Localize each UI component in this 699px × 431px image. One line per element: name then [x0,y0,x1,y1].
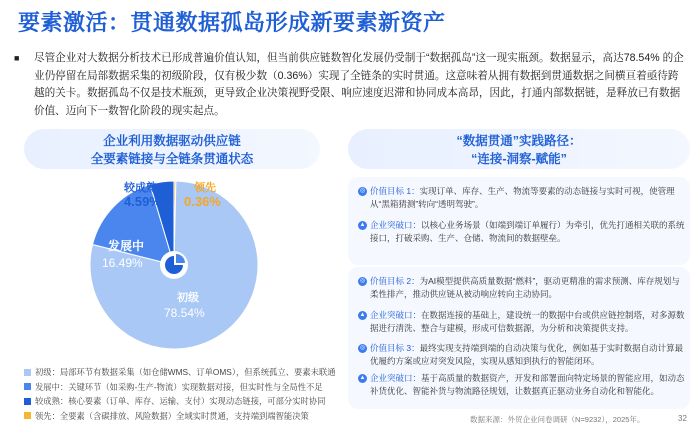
right-header-line2: “连接-洞察-赋能” [471,152,567,166]
breakthrough-row [358,309,686,335]
chart-container [14,169,332,349]
left-header-line2: 全要素链接与全链条贯通状态 [90,152,254,166]
path-card-3 [348,337,690,409]
goal-label: 价值目标 1： [370,186,420,196]
breakthrough-body [370,372,686,398]
legend-text: 较成熟：核心要素（订单、库存、运输、支付）实现动态链接，可部分实时协同 [35,396,326,406]
breakthrough-text: 在数据连接的基础上，建设统一的数据中台或供应链控制塔，对多源数据进行清洗、整合与建模，形成可信数据源，为分析和决策提供支持。 [370,310,685,333]
goal-label: 价值目标 2： [370,276,420,286]
legend-text: 初级：局部环节有数据采集（如仓储WMS、订单OMS），但系统孤立、要素未联通 [35,367,336,377]
breakthrough-label: 企业突破口： [370,373,422,383]
intro-paragraph [14,50,686,120]
left-header-line1: 企业利用数据驱动供应链 [103,134,241,148]
legend-item-mature [24,394,334,409]
right-panel [348,129,690,419]
goal-text: 最终实现支持端到端的自动决策与优化，例如基于实时数据自动计算最优履约方案或应对突发风险，实现从感知到执行的智能闭环。 [370,343,684,366]
target-icon: ◎ [359,188,366,194]
legend-swatch [24,412,31,419]
right-header-line1: “数据贯通”实践路径： [456,134,582,148]
label-developing-value: 16.49% [102,256,143,270]
intro-text: 尽管企业对大数据分析技术已形成普遍价值认知，但当前供应链数智化发展仍受制于“数据孤岛”这一现实瓶颈。数据显示，高达78.54% 的企业仍停留在局部数据采集的初级阶段，仅有极少数（0.36%）实现了全链条的实时贯通。这意味着从拥有数据到贯通数据之间横亘着亟待跨越的关卡。数据孤岛不仅是技术瓶颈，更导致企业决策视野受限、响应速度迟滞和协同成本高昂，因此，打通内部数据链，是释放已有数据价值、迈向下一数智化阶段的现实起点。 [34,52,684,117]
legend-item-initial [24,365,334,380]
goal-text: 实现订单、库存、生产、物流等要素的动态链接与实时可视，使管理从“黑箱猜测”转向“透明驾驶”。 [370,186,675,209]
goal-text: 为AI模型提供高质量数据“燃料”，驱动更精准的需求预测、库存规划与柔性排产，推动供应链从被动响应转向主动协同。 [370,276,680,299]
label-mature-name: 较成熟 [124,182,157,194]
data-source-note: 数据来源：外贸企业问卷调研（N=9232），2025年。 [470,415,645,424]
square-bullet-icon: ■ [14,53,20,63]
target-icon: ◎ [359,345,366,351]
goal-row [358,342,686,368]
legend-text: 发展中：关键环节（如采购-生产-物流）实现数据对接，但实时性与全局性不足 [35,381,323,392]
breakthrough-row [358,372,686,398]
label-leading-name: 领先 [194,182,216,194]
breakthrough-label: 企业突破口： [370,310,422,320]
breakthrough-icon: ▲ [359,222,366,228]
page-number: 32 [678,414,687,423]
goal-body [370,342,686,368]
legend-swatch [24,398,31,405]
legend-swatch [24,369,31,376]
label-mature-value: 4.59% [124,194,161,209]
goal-body [370,275,686,301]
goal-body [370,185,686,211]
label-leading-value: 0.36% [184,194,221,209]
breakthrough-body [370,309,686,335]
goal-row [358,185,686,211]
pie-chart [14,169,332,349]
goal-label: 价值目标 3： [370,343,420,353]
page-title: 要素激活：贯通数据孤岛形成新要素新资产 [18,10,446,35]
legend-text: 领先：全要素（含碳排放、风险数据）全域实时贯通，支持端到端智能决策 [35,410,309,421]
left-panel-header [24,129,320,169]
chart-legend [24,365,334,423]
breakthrough-label: 企业突破口： [370,220,422,230]
breakthrough-row [358,219,686,245]
breakthrough-text: 基于高质量的数据资产，开发和部署面向特定场景的智能应用，如动态补货优化、智能补货与物流路径规划，让数据真正驱动业务自动化和智能化。 [370,373,685,396]
target-icon: ◎ [359,278,366,284]
legend-swatch [24,383,31,390]
label-initial-value: 78.54% [164,306,205,320]
right-panel-header [348,129,690,169]
legend-item-leading [24,409,334,424]
path-card-1 [348,177,690,265]
legend-item-developing [24,380,334,395]
breakthrough-icon: ▲ [359,375,366,381]
left-panel [14,129,336,421]
breakthrough-icon: ▲ [359,312,366,318]
label-initial-name: 初级 [177,292,199,304]
breakthrough-body [370,219,686,245]
label-developing-name: 发展中 [108,239,145,253]
goal-row [358,275,686,301]
breakthrough-text: 以核心业务场景（如端到端订单履行）为牵引，优先打通相关联的系统接口，打破采购、生产、仓储、物流间的数据壁垒。 [370,220,685,243]
